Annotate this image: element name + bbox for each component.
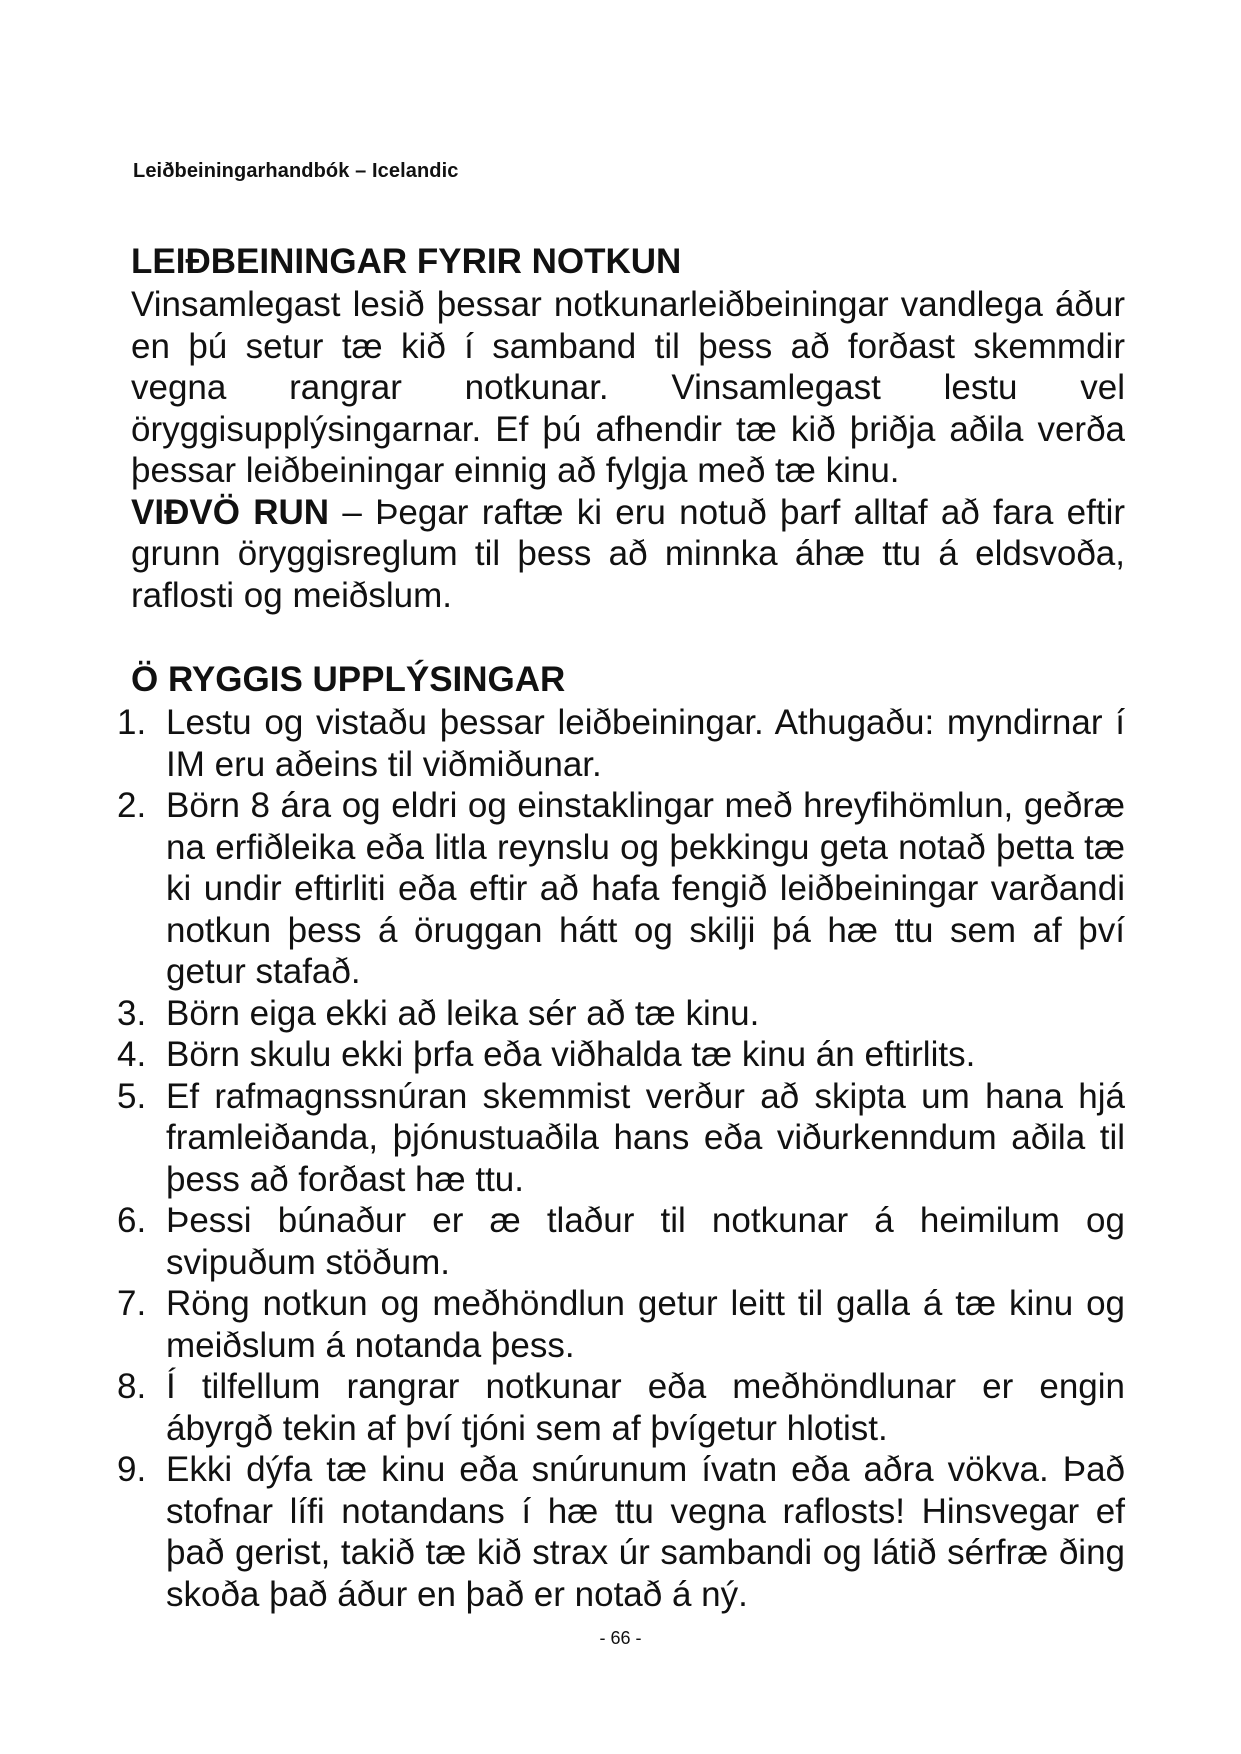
list-item xyxy=(117,1449,1125,1615)
list-item-text: Ef rafmagnssnúran skemmist verður að skipta um hana hjá framleiðanda, þjónustuaðila hans eða viðurkenndum aðila til þess að forðast hæ ttu. xyxy=(166,1076,1125,1199)
list-item xyxy=(117,993,1125,1035)
instructions-heading: LEIÐBEININGAR FYRIR NOTKUN xyxy=(131,242,682,281)
list-item-number: 8. xyxy=(117,1367,147,1406)
list-item-text: Börn 8 ára og eldri og einstaklingar með hreyfihömlun, geðræ na erfiðleika eða litla reynslu og þekkingu geta notað þetta tæ ki undir eftirliti eða eftir að hafa fengið leiðbeiningar varðandi notkun þess á öruggan hátt og skilji þá hæ ttu sem af því getur stafað. xyxy=(166,786,1125,991)
safety-heading: Ö RYGGIS UPPLÝSINGAR xyxy=(131,660,566,699)
list-item-number: 1. xyxy=(117,703,147,742)
safety-list xyxy=(117,702,1125,1615)
list-item-number: 3. xyxy=(117,993,147,1033)
list-item-text: Röng notkun og meðhöndlun getur leitt til galla á tæ kinu og meiðslum á notanda þess. xyxy=(166,1284,1125,1365)
list-item-text: Börn skulu ekki þrfa eða viðhalda tæ kinu án eftirlits. xyxy=(166,1035,976,1074)
page-number: - 66 - xyxy=(599,1628,642,1648)
warning-text: – Þegar raftæ ki eru notuð þarf alltaf að fara eftir grunn öryggisreglum til þess að minnka áhæ ttu á eldsvoða, raflosti og meiðslum. xyxy=(131,492,1125,615)
list-item xyxy=(117,1200,1125,1283)
running-header: Leiðbeiningarhandbók – Icelandic xyxy=(133,160,459,182)
list-item-number: 4. xyxy=(117,1035,147,1074)
list-item-number: 6. xyxy=(117,1201,147,1240)
list-item-text: Þessi búnaður er æ tlaður til notkunar á heimilum og svipuðum stöðum. xyxy=(166,1201,1125,1282)
list-item-text: Í tilfellum rangrar notkunar eða meðhöndlunar er engin ábyrgð tekin af því tjóni sem af þvígetur hlotist. xyxy=(166,1367,1125,1448)
instructions-intro: Vinsamlegast lesið þessar notkunarleiðbeiningar vandlega áður en þú setur tæ kið í samband til þess að forðast skemmdir vegna rangrar notkunar. Vinsamlegast lestu vel öryggisupplýsingarnar. Ef þú afhendir tæ kið þriðja aðila verða þessar leiðbeiningar einnig að fylgja með tæ kinu. xyxy=(131,285,1125,490)
list-item xyxy=(117,1034,1125,1076)
list-item xyxy=(117,1366,1125,1449)
list-item xyxy=(117,1283,1125,1366)
list-item-number: 7. xyxy=(117,1284,147,1323)
list-item-number: 5. xyxy=(117,1076,147,1116)
list-item xyxy=(117,1076,1125,1201)
warning-paragraph xyxy=(131,492,1125,617)
document-body xyxy=(117,240,1125,1615)
warning-label: VIÐVÖ RUN xyxy=(131,492,330,532)
list-item-number: 2. xyxy=(117,786,147,825)
list-item-text: Börn eiga ekki að leika sér að tæ kinu. xyxy=(166,993,760,1033)
section-spacer xyxy=(131,616,1125,658)
list-item-number: 9. xyxy=(117,1450,147,1489)
list-item xyxy=(117,785,1125,993)
list-item-text: Lestu og vistaðu þessar leiðbeiningar. Athugaðu: myndirnar í IM eru aðeins til viðmiðunar. xyxy=(166,703,1125,784)
list-item xyxy=(117,702,1125,785)
list-item-text: Ekki dýfa tæ kinu eða snúrunum ívatn eða aðra vökva. Það stofnar lífi notandans í hæ ttu vegna raflosts! Hinsvegar ef það gerist, takið tæ kið strax úr sambandi og látið sérfræ ðing skoða það áður en það er notað á ný. xyxy=(166,1450,1125,1614)
